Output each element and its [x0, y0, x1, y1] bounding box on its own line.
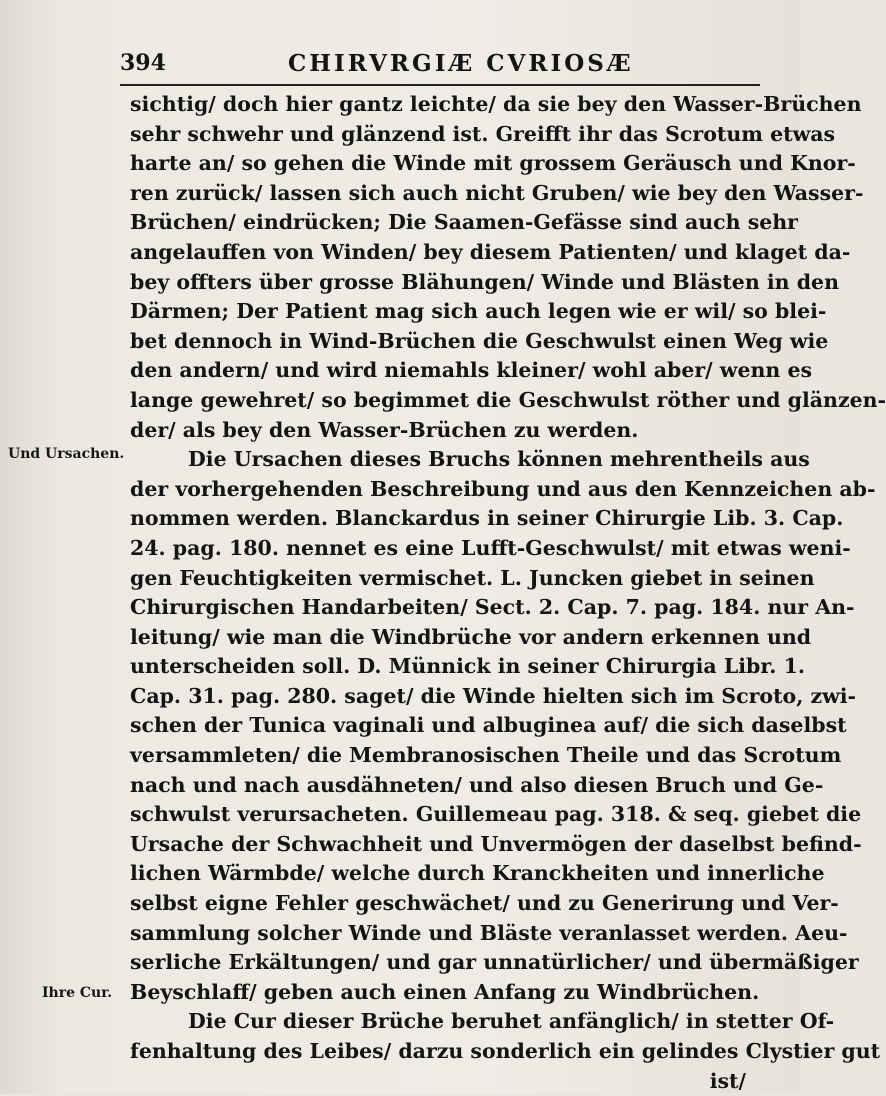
text-line: nommen werden. Blanckardus in seiner Chirurgie Lib. 3. Cap. [130, 506, 844, 531]
text-line: Brüchen/ eindrücken; Die Saamen-Gefässe sind auch sehr [130, 210, 798, 235]
text-line: Cap. 31. pag. 280. saget/ die Winde hielten sich im Scroto, zwi- [130, 683, 857, 708]
text-line: unterscheiden soll. D. Münnick in seiner Chirurgia Libr. 1. [130, 654, 805, 679]
text-line: versammleten/ die Membranosischen Theile und das Scrotum [130, 743, 842, 768]
margin-note-causes: Und Ursachen. [8, 446, 125, 462]
text-line: sammlung solcher Winde und Bläste veranlasset werden. Aeu- [130, 920, 848, 945]
text-line: schwulst verursacheten. Guillemeau pag. 318. & seq. giebet die [130, 802, 862, 827]
text-line: Därmen; Der Patient mag sich auch legen wie er wil/ so blei- [130, 299, 827, 324]
text-line: Ursache der Schwachheit und Unvermögen der daselbst befind- [130, 831, 862, 856]
page-header [120, 50, 760, 84]
text-line: Die Ursachen dieses Bruchs können mehrentheils aus [188, 447, 810, 472]
text-line: sichtig/ doch hier gantz leichte/ da sie bey den Wasser-Brüchen [130, 92, 862, 116]
text-line: Die Cur dieser Brüche beruhet anfänglich/ in stetter Of- [188, 1009, 835, 1034]
text-line: sehr schwehr und glänzend ist. Greifft ihr das Scrotum etwas [130, 121, 836, 146]
text-line: bey offters über grosse Blähungen/ Winde und Blästen in den [130, 269, 839, 294]
text-line: serliche Erkältungen/ und gar unnatürlicher/ und übermäßiger [130, 950, 859, 975]
text-line: selbst eigne Fehler geschwächet/ und zu Generirung und Ver- [130, 891, 839, 916]
text-line: der/ als bey den Wasser-Brüchen zu werden. [130, 417, 639, 442]
text-line: nach und nach ausdähneten/ und also diesen Bruch und Ge- [130, 772, 824, 797]
text-line: lange gewehret/ so begimmet die Geschwulst röther und glänzen- [130, 387, 886, 412]
text-line: 24. pag. 180. nennet es eine Lufft-Geschwulst/ mit etwas weni- [130, 535, 851, 560]
page-number: 394 [120, 50, 166, 76]
text-line: Beyschlaff/ geben auch einen Anfang zu Windbrüchen. [130, 979, 760, 1004]
running-title: CHIRVRGIÆ CVRIOSÆ [288, 50, 634, 77]
text-line: der vorhergehenden Beschreibung und aus den Kennzeichen ab- [130, 476, 876, 501]
text-line: leitung/ wie man die Windbrüche vor andern erkennen und [130, 624, 812, 649]
text-line: bet dennoch in Wind-Brüchen die Geschwulst einen Weg wie [130, 328, 829, 353]
text-line: ren zurück/ lassen sich auch nicht Gruben/ wie bey den Wasser- [130, 180, 864, 205]
text-line: ist/ [709, 1068, 746, 1093]
text-line: angelauffen von Winden/ bey diesem Patienten/ und klaget da- [130, 239, 851, 264]
body-text [130, 90, 886, 1096]
text-line: gen Feuchtigkeiten vermischet. L. Juncken giebet in seinen [130, 565, 815, 590]
text-line: harte an/ so gehen die Winde mit grossem Geräusch und Knor- [130, 151, 856, 176]
header-rule [120, 84, 760, 86]
text-line: den andern/ und wird niemahls kleiner/ wohl aber/ wenn es [130, 358, 813, 383]
text-line: Chirurgischen Handarbeiten/ Sect. 2. Cap. 7. pag. 184. nur An- [130, 595, 855, 620]
text-line: schen der Tunica vaginali und albuginea auf/ die sich daselbst [130, 713, 847, 738]
text-line: fenhaltung des Leibes/ darzu sonderlich ein gelindes Clystier gut [130, 1039, 881, 1063]
text-line: lichen Wärmbde/ welche durch Kranckheiten und innerliche [130, 861, 825, 886]
margin-note-cure: Ihre Cur. [42, 985, 113, 1001]
